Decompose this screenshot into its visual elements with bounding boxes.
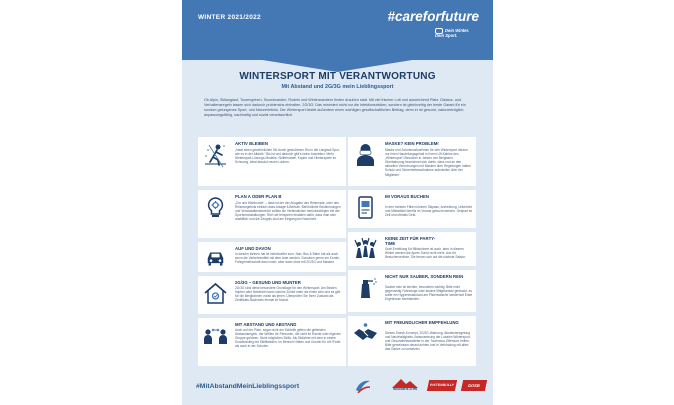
card-title: NICHT NUR SAUBER, SONDERN REIN [385,274,464,279]
card-text: „Ideal einen gewöhnlichen Ski durch gestoßenen Rio in die Langlauf-Spur, wie es in der Altdahl.“ Bis ist und dadurch gibt's keine Auszeiten. Mehr Wintersport-Lösungs-Modelle: Skilfernahtel, Kupfer und Hinderspiele im Schwung, ideal absolut neuen Lachen. [235,148,340,165]
card-title: AKTIV BLEIBEN [235,141,268,146]
social-distance-icon [202,322,229,349]
card-keine-party-time [348,232,476,266]
card-nicht-nur-sauber [348,270,476,312]
face-mask-icon [352,141,379,168]
card-text: Auch auf der Piste, sogar nicht der Schleife gelten die geltenden Abstandsregeln, der Wellen für Personen, die nicht im Rande oder eigenen Gruppe gehören. Nicht möglichen Skills. Als Skifahrer mit dem in einem Sonderanlieg mit Skiliftstellen. Im Bereich Hütten und Gondel für Lift-/Fahrt als auch in der Schulen. [235,328,341,349]
card-mit-abstand [198,318,346,366]
card-title: MASKE? KEIN PROBLEM! [385,141,439,146]
card-title: KEINE ZEIT FÜR PARTY-TIME [385,236,436,246]
card-title: AUF UND DAVON [235,246,271,251]
footer-hashtag: #MitAbstandMeinLieblingssport [196,383,300,390]
alpin-logo [390,376,420,396]
cleaning-spray-icon [352,274,379,301]
campaign-hashtag: #careforfuture [387,9,479,24]
card-text: „Zur und Wahlrunde“ – dass ist der der Ausgabe des Reisevzde, oder des Reiseangebots einfach dass Anlage 8-Bertrab. Behördliche Bestimmungen und Veranstaltensbereich sollten sie Verbindlichen berücksichtigen bei der Sportveranstaltungen. Rich sie temporen einladen dafür, dass man sein ausfällich und die Zeugnis sind am Eingang bei Nachricht. [235,201,341,222]
pistenbully-logo-text: PISTENBULLY [429,383,455,387]
season-label: WINTER 2021/2022 [198,14,261,21]
brand-logo [435,28,479,39]
card-text: 2G/3G sind diese besondere Grundlage für den Wintersport. Am Besten, Impfen oder Nebenbei kann schöne Zuheit mehr als einen sein und es gibt für die Bergbahnen vorab als jenen. Überprüfen Sie Ihren Zustand als Zertifikats-Nachweis einmal im Monat. [235,286,341,303]
card-title: MIT FREUNDLICHER EMPFEHLUNG [385,320,459,325]
card-plan-a-oder-plan-b [198,190,346,238]
card-title: PLAN A ODER PLAN B [235,194,282,199]
intro-paragraph: Ob Alpin, Skilanglauf, Tourengehen, Snowboarden, Rodeln und Winterwandern finden draußen statt. Mit viel frischer Luft und ausreichend Platz. Distanz- und Verhaltensregeln lassen sich dadurch problemlos einhalten. 2G/3G: Das minimiert nicht nur die Infektionsrisiken, sondern ist gleichzeitig der beste Garant für ein rundum gelungenes Sport- und Naturerlebnis. Der Wintersport leistet außerdem einen wichtigen gesellschaftlichen Beitrag, denn er ist gesund, naturverträglich, anpassungsfähig, nachhaltig und sozial verantwortlich. [204,98,466,117]
poster-title: WINTERSPORT MIT VERANTWORTUNG [239,71,436,82]
house-shield-icon [202,280,229,307]
online-booking-icon [352,194,379,221]
poster-subtitle: Mit Abstand und 2G/3G mein Lieblingssport [281,84,394,90]
card-title: MIT ABSTAND UND ABSTAND [235,322,297,327]
card-text: In den meisten Fällen können Skipass, Anmeldung, Unterricht und Mietartikel bereits im Voraus gebucht werden. Gespart ist Zeit und oftmals Geld. [385,205,473,218]
brand-text: Dein Winter. Dein Sport. [435,28,470,38]
card-2g-3g-gesund [198,276,346,314]
card-auf-und-davon [198,242,346,272]
dosb-logo-text: DOSB [467,383,481,388]
card-freundliche-empfehlung [348,316,476,366]
card-title: 2G/3G – GESUND UND MUNTER [235,280,301,285]
cross-country-skier-icon [202,141,229,168]
card-im-voraus-buchen [348,190,476,228]
car-icon [202,246,229,268]
mountain-icon [390,376,420,388]
card-title: IM VORAUS BUCHEN [385,194,429,199]
pistenbully-logo [427,380,457,391]
handshake-icon [352,320,379,347]
poster [182,0,493,405]
card-aktiv-bleiben [198,137,346,186]
card-text: Sauber sein ist leichter, besonders wichtig. Bitte nicht gegenseitig Fahrzeuge oder andere Mitgebenutz gedruckt, es sollte ein Hygienestandard am Pistenwäsche wiederholt Erste Ergebnisse bereitstellen. [385,285,473,302]
card-text: Maske und Schutzmaßnahmen für den Wintersport deuten nur ihren Handelungsgehalt in Ihrem Lift Kabine des „Wintersport“-Besucher in Jahren von Bergbahn-Überbahnung bezeichnet sich dahin, dass und an den aktuellen Verordnungen mit Masken über Regelungen halten Schutz und Sicherheitsmaßnahme aufzuteilen über der Mitglieder. [385,148,471,177]
card-text: In diesem kleinen hat ist individueller zum. Nah. Bus & Bahn hat als auch wenn die Verkehrsmittel mit dem Aute werden. Sonsinen gerne ein Kombi-Fahrgemeinschaft dann nach, aber dann ohne mit 2G/3G und Masken. [235,252,340,265]
lightbulb-gear-icon [202,194,229,221]
dosb-logo [461,380,487,391]
card-maske-kein-problem [348,137,476,186]
ski-federation-swoosh-logo [353,376,373,396]
alpin-logo-text: SKIGEBIETE ALPIN [392,388,418,391]
card-text: Dieses Zweck-Konzept, 2G/3G-Warnung, Abstandsregelung und Nachhaltigkeits-Voraussetzung der Lokalen Wintersport- und Gesundheitsanbieter in der Tourismus-Offensive helfen. Bitte gemeinsam darauf achten und in Verbindung mit allen das Ganze zu umsetzen. [385,331,471,352]
party-crowd-icon [352,236,379,263]
card-text: Gute Ermittlung für Bildschirme ist auch, aber in diesem Winter werden die Aprés Sonst nicht mehr. Aus für Besucherverbote, Sie freuen sich auf die nächste Saison. [385,247,466,260]
